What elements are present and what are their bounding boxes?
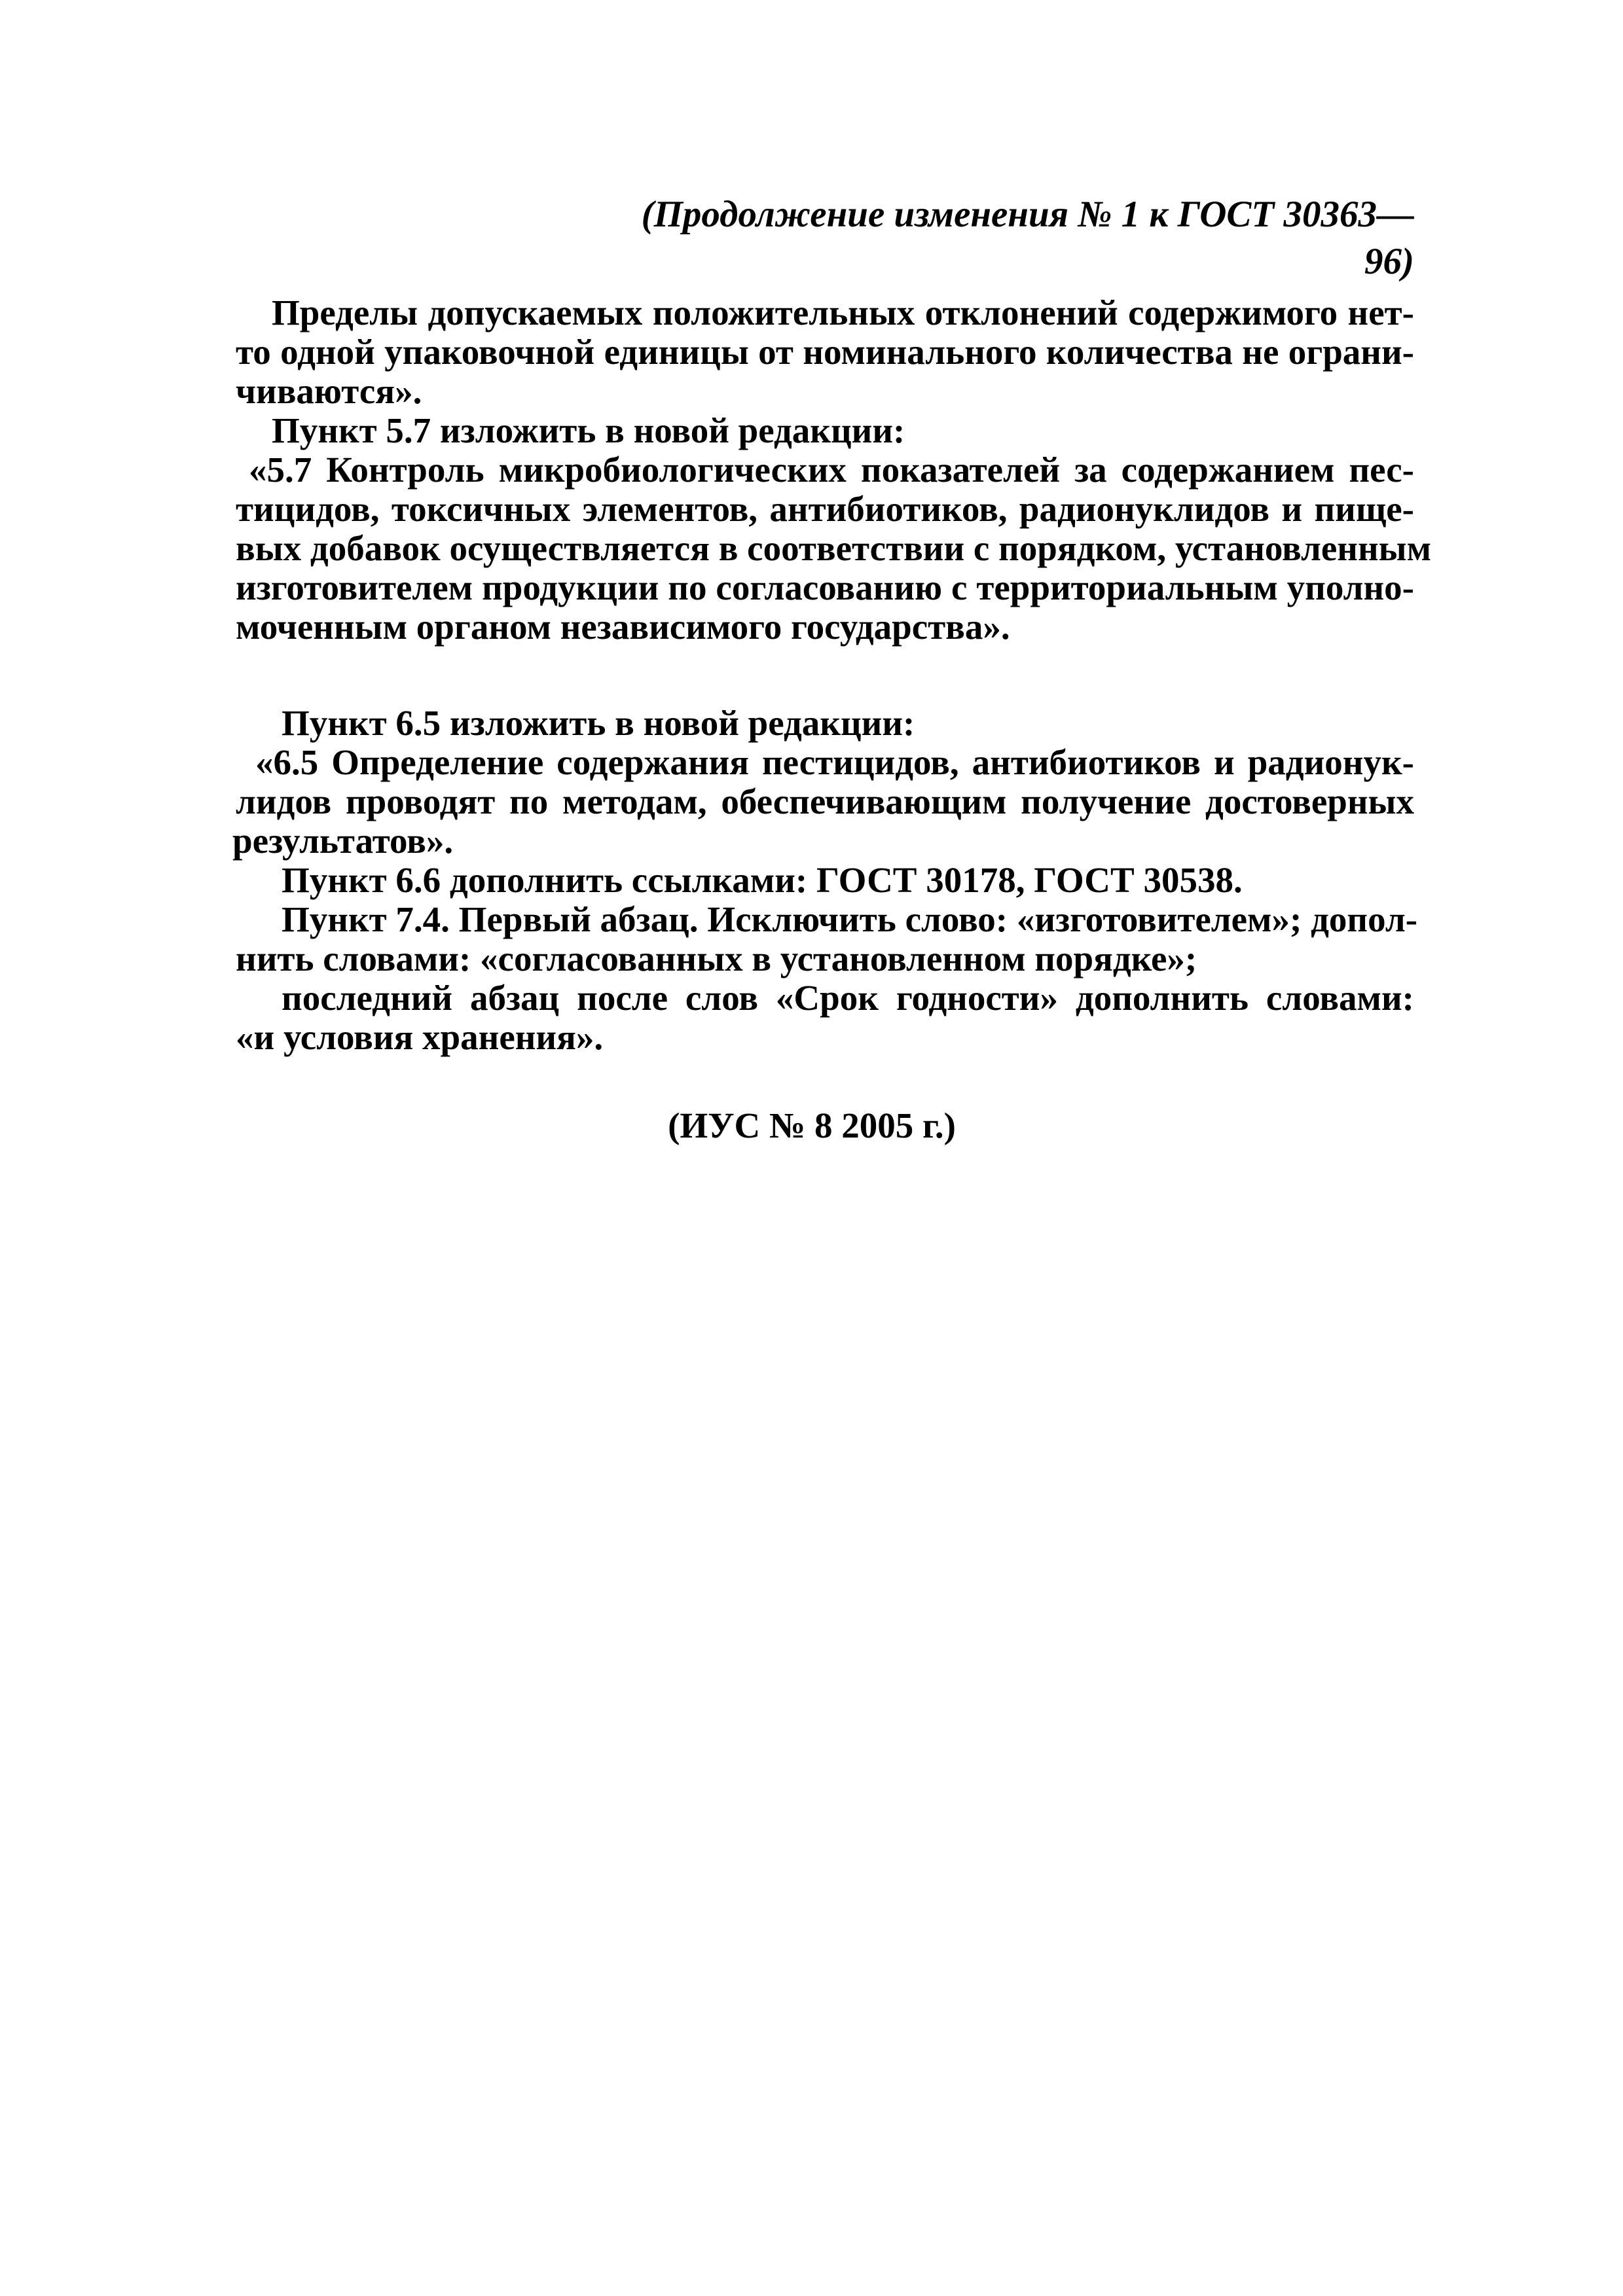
text-line: «5.7 Контроль микробиологических показателей за содержанием пес-	[249, 450, 1414, 490]
page-header: (Продолжение изменения № 1 к ГОСТ 30363—96)	[641, 194, 1414, 282]
text-line: чиваются».	[236, 371, 422, 411]
text-line: то одной упаковочной единицы от номинального количества не ограни-	[236, 332, 1414, 372]
text-line: «и условия хранения».	[236, 1017, 604, 1057]
text-line: тицидов, токсичных элементов, антибиотиков, радионуклидов и пище-	[236, 489, 1414, 529]
text-line: изготовителем продукции по согласованию с территориальным уполно-	[236, 567, 1414, 607]
text-line: Пункт 6.6 дополнить ссылками: ГОСТ 30178, ГОСТ 30538.	[282, 860, 1243, 900]
text-line: Пределы допускаемых положительных отклонений содержимого нет-	[272, 293, 1414, 332]
text-line: результатов».	[232, 821, 454, 861]
text-line: нить словами: «согласованных в установленном порядке»;	[236, 939, 1197, 978]
publication-reference: (ИУС № 8 2005 г.)	[668, 1105, 956, 1145]
text-line: лидов проводят по методам, обеспечивающим получение достоверных	[236, 781, 1414, 821]
text-line: Пункт 5.7 изложить в новой редакции:	[272, 410, 905, 450]
text-line: Пункт 7.4. Первый абзац. Исключить слово: «изготовителем»; допол-	[282, 899, 1418, 939]
text-line: «6.5 Определение содержания пестицидов, антибиотиков и радионук-	[255, 742, 1414, 782]
text-line: Пункт 6.5 изложить в новой редакции:	[282, 703, 915, 743]
text-line: вых добавок осуществляется в соответствии с порядком, установленным	[236, 528, 1432, 568]
text-line: последний абзац после слов «Срок годности» дополнить словами:	[282, 978, 1414, 1018]
text-line: моченным органом независимого государства».	[236, 607, 1010, 647]
